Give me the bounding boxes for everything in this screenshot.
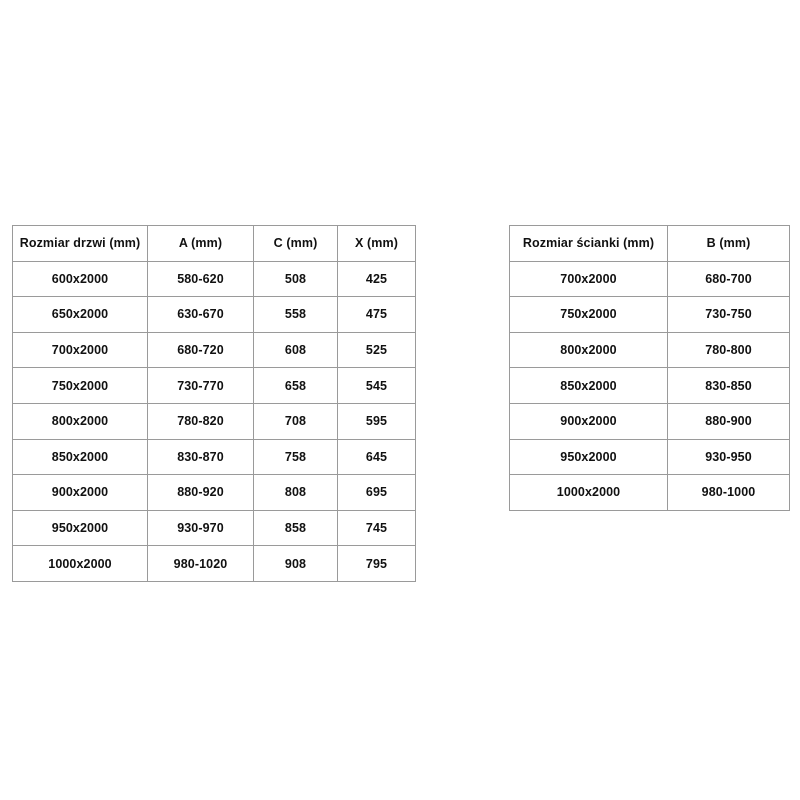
table-row: 750x2000 730-770 658 545 — [13, 368, 416, 404]
column-header-x: X (mm) — [338, 226, 416, 262]
table-row: 1000x2000 980-1020 908 795 — [13, 546, 416, 582]
table-row: 850x2000 830-850 — [510, 368, 790, 404]
table-header-row — [510, 226, 790, 262]
table-row: 950x2000 930-950 — [510, 439, 790, 475]
walls-table-body — [510, 226, 790, 511]
table-row: 700x2000 680-700 — [510, 261, 790, 297]
table-row: 700x2000 680-720 608 525 — [13, 332, 416, 368]
doors-table-body — [13, 226, 416, 582]
column-header-b: B (mm) — [668, 226, 790, 262]
table-row: 650x2000 630-670 558 475 — [13, 297, 416, 333]
table-row: 800x2000 780-800 — [510, 332, 790, 368]
table-row: 900x2000 880-900 — [510, 403, 790, 439]
doors-size-table — [12, 225, 416, 582]
wall-size-table-wrapper — [509, 225, 790, 511]
table-row: 800x2000 780-820 708 595 — [13, 403, 416, 439]
table-row: 900x2000 880-920 808 695 — [13, 475, 416, 511]
column-header-c: C (mm) — [254, 226, 338, 262]
column-header-a: A (mm) — [148, 226, 254, 262]
column-header-wall-size: Rozmiar ścianki (mm) — [510, 226, 668, 262]
wall-size-table — [509, 225, 790, 511]
doors-size-table-wrapper — [12, 225, 416, 582]
table-row: 950x2000 930-970 858 745 — [13, 510, 416, 546]
table-row: 750x2000 730-750 — [510, 297, 790, 333]
table-row: 600x2000 580-620 508 425 — [13, 261, 416, 297]
table-header-row — [13, 226, 416, 262]
table-row: 850x2000 830-870 758 645 — [13, 439, 416, 475]
column-header-door-size: Rozmiar drzwi (mm) — [13, 226, 148, 262]
table-row: 1000x2000 980-1000 — [510, 475, 790, 511]
